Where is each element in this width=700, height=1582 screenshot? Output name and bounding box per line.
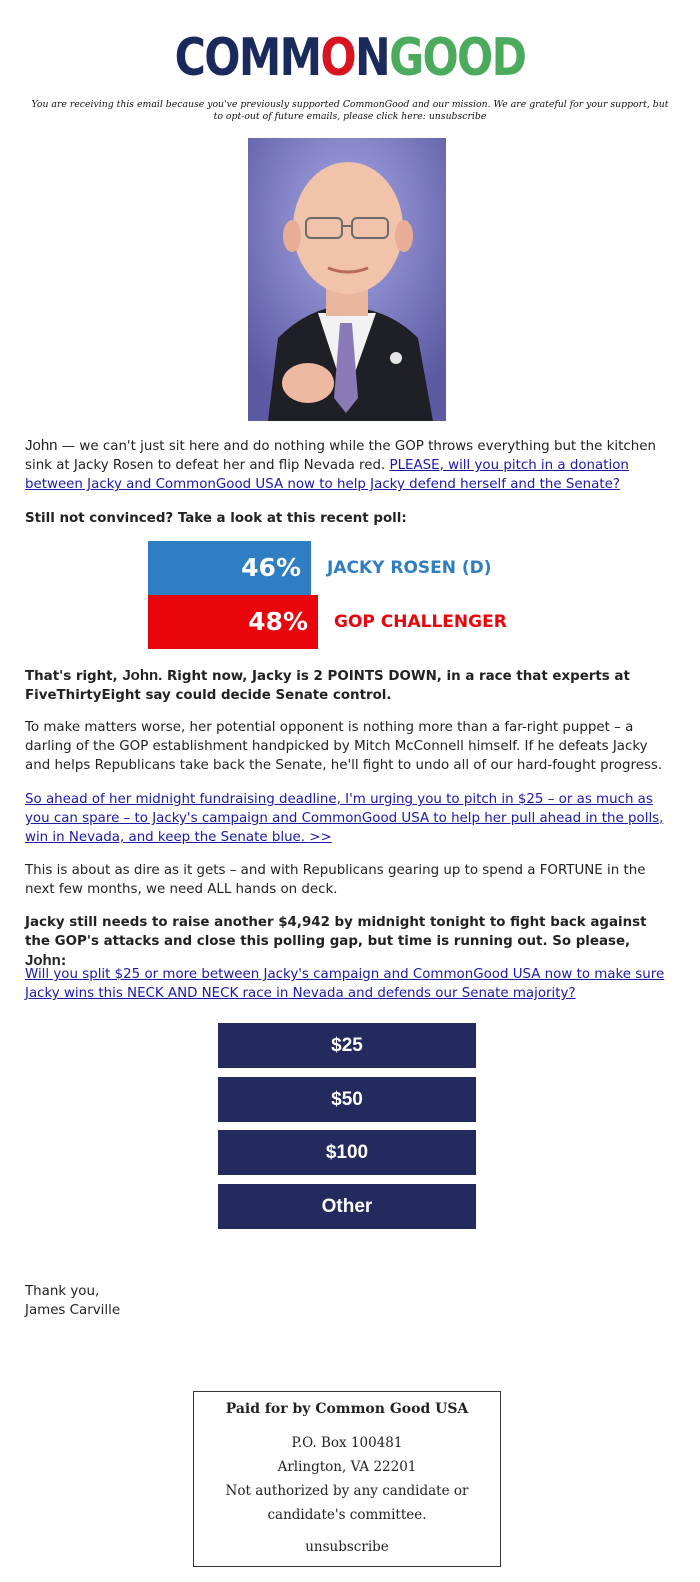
logo-n-letter: N [355, 28, 390, 88]
thank-you-text: Thank you, [25, 1284, 100, 1299]
deadline-paragraph [25, 790, 670, 847]
raise-text: Jacky still needs to raise another $4,942 by midnight tonight to fight back against the GOP's attacks and close this polling gap, but time is running out. So please, [25, 915, 647, 949]
intro-paragraph [25, 436, 670, 494]
donate-25-button[interactable]: $25 [218, 1023, 476, 1068]
paid-for-text: Paid for by Common Good USA [225, 1401, 469, 1417]
thats-right-name: John. [122, 667, 163, 684]
poll-intro-text: Still not convinced? Take a look at this recent poll: [25, 511, 407, 526]
poll-label-rosen: JACKY ROSEN (D) [327, 558, 492, 578]
deadline-donate-link[interactable]: So ahead of her midnight fundraising deadline, I'm urging you to pitch in $25 – or as much as you can spare – to Jacky's campaign and CommonGood USA to help her pull ahead in the polls, win in Nevada, and keep the Senate blue. >> [25, 792, 664, 845]
signature-name: James Carville [25, 1303, 121, 1318]
authorization-line-2: candidate's committee. [267, 1507, 427, 1523]
commongood-logo[interactable] [63, 30, 637, 86]
split-donate-link[interactable]: Will you split $25 or more between Jacky's campaign and CommonGood USA now to make sure Jacky wins this NECK AND NECK race in Nevada and defends our Senate majority? [25, 967, 665, 1001]
po-box-text: P.O. Box 100481 [291, 1435, 403, 1451]
intro-recipient-name: John [25, 437, 58, 454]
logo-o-letter: O [320, 28, 356, 88]
poll-bar-rosen: 46% [148, 541, 311, 595]
poll-label-gop: GOP CHALLENGER [334, 612, 507, 632]
authorization-line-1: Not authorized by any candidate or [225, 1483, 469, 1499]
thats-right-prefix: That's right, [25, 669, 123, 684]
donate-50-button[interactable]: $50 [218, 1077, 476, 1122]
paid-for-box [193, 1391, 501, 1567]
logo-good-text: GOOD [389, 28, 526, 88]
raise-name: John [25, 952, 61, 969]
poll-chart [148, 541, 568, 651]
speaker-photo-illustration [248, 138, 446, 421]
raise-paragraph [25, 913, 670, 971]
split-paragraph [25, 965, 670, 1003]
intro-text: — we can't just sit here and do nothing while the GOP throws everything but the kitchen sink at Jacky Rosen to defeat her and flip Nevada red. [25, 439, 656, 473]
intro-donate-link[interactable]: PLEASE, will you pitch in a donation between Jacky and CommonGood USA now to help Jacky defend herself and the Senate? [25, 458, 629, 492]
opponent-paragraph: To make matters worse, her potential opponent is nothing more than a far-right puppet – a darling of the GOP establishment handpicked by Mitch McConnell himself. If he defeats Jacky and helps Republicans take back the Senate, he'll fight to undo all of our hard-fought progress. [25, 720, 663, 773]
city-text: Arlington, VA 22201 [277, 1459, 417, 1475]
thats-right-text: Right now, Jacky is 2 POINTS DOWN, in a race that experts at FiveThirtyEight say could decide Senate control. [25, 669, 630, 703]
footer-unsubscribe-link[interactable]: unsubscribe [305, 1539, 389, 1555]
donate-other-button[interactable]: Other [218, 1184, 476, 1229]
donate-100-button[interactable]: $100 [218, 1130, 476, 1175]
raise-colon: : [60, 954, 67, 969]
email-disclaimer[interactable]: You are receiving this email because you've previously supported CommonGood and our mission. We are grateful for your support, but to opt-out of future emails, please click here: unsubscribe [31, 99, 669, 122]
logo-common-text: COMM [174, 28, 321, 88]
dire-paragraph: This is about as dire as it gets – and with Republicans gearing up to spend a FORTUNE in the next few months, we need ALL hands on deck. [25, 863, 646, 897]
poll-bar-gop: 48% [148, 595, 318, 649]
speaker-photo [248, 138, 446, 421]
thats-right-paragraph [25, 666, 670, 705]
